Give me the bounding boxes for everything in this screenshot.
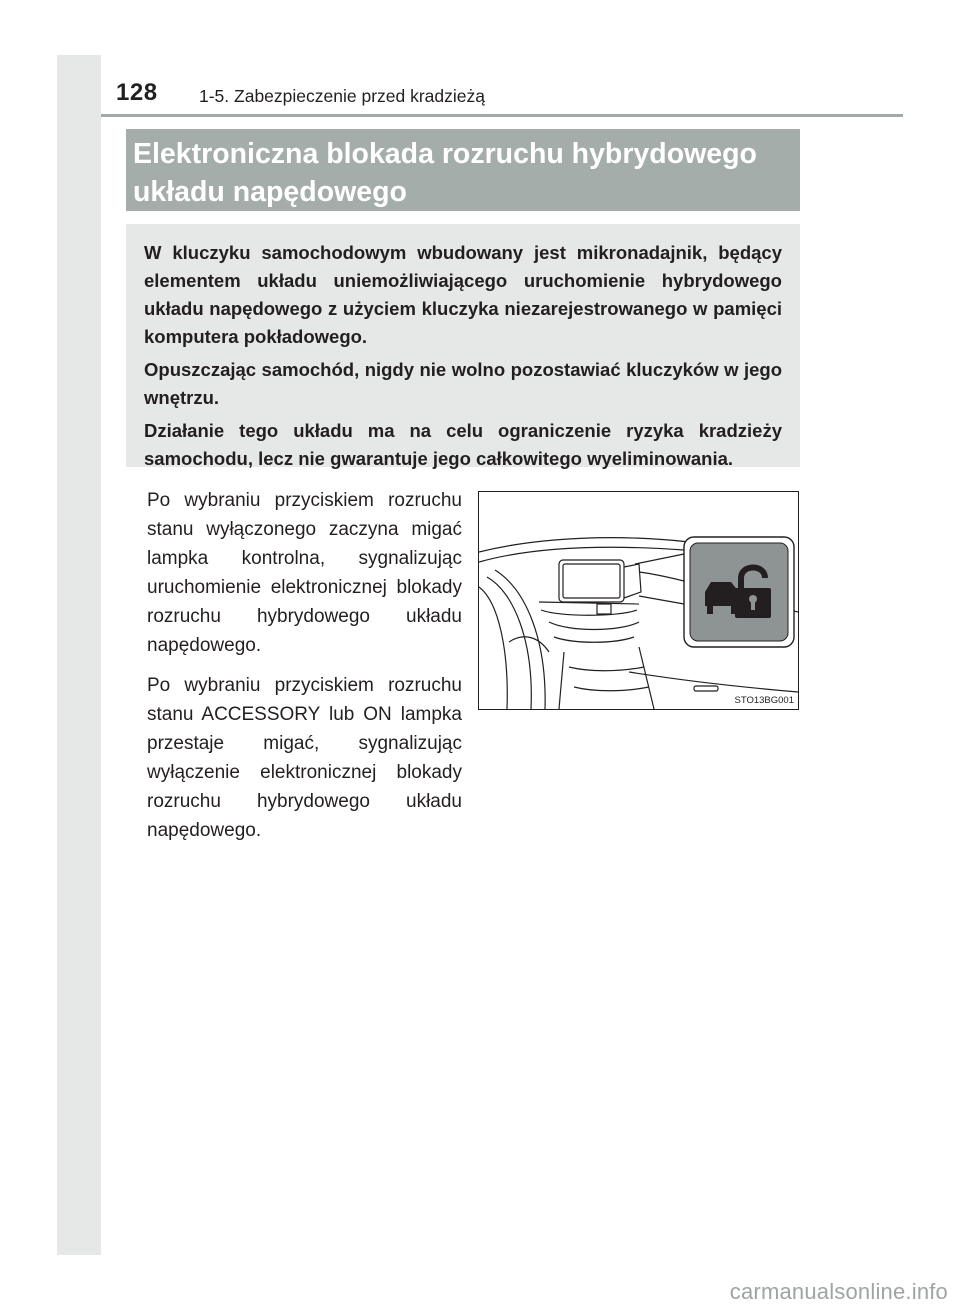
body-paragraph: Po wybraniu przyciskiem rozruchu stanu ACCESSORY lub ON lampka przestaje migać, sygnalizując wyłączenie elektronicznej blokady rozruchu hybrydowego układu napędowego. [147,675,462,841]
intro-paragraph: W kluczyku samochodowym wbudowany jest mikronadajnik, będący elementem układu uniemożliwiającego uruchomienie hybrydowego układu napędowego z użyciem kluczyka niezarejestrowanego w pamięci komputera pokładowego. [144,242,782,347]
body-paragraph: Po wybraniu przyciskiem rozruchu stanu wyłączonego zaczyna migać lampka kontrolna, sygnalizując uruchomienie elektronicznej blokady rozruchu hybrydowego układu napędowego. [147,490,462,656]
intro-box [126,224,800,467]
dashboard-figure [478,491,799,710]
intro-paragraph: Działanie tego układu ma na celu ograniczenie ryzyka kradzieży samochodu, lecz nie gwarantuje jego całkowitego wyeliminowania. [144,420,782,469]
dashboard-illustration [479,492,798,709]
section-title: 1-5. Zabezpieczenie przed kradzieżą [199,86,485,106]
side-strip [57,55,101,1255]
title-box [126,129,800,211]
figure-code: STO13BG001 [734,695,794,706]
watermark: carmanualsonline.info [729,1279,948,1304]
page-title: Elektroniczna blokada rozruchu hybrydowego układu napędowego [133,138,757,208]
intro-paragraph: Opuszczając samochód, nigdy nie wolno pozostawiać kluczyków w jego wnętrzu. [144,359,782,408]
header-rule [101,114,903,117]
body-text [147,486,462,856]
page-number: 128 [116,79,158,106]
